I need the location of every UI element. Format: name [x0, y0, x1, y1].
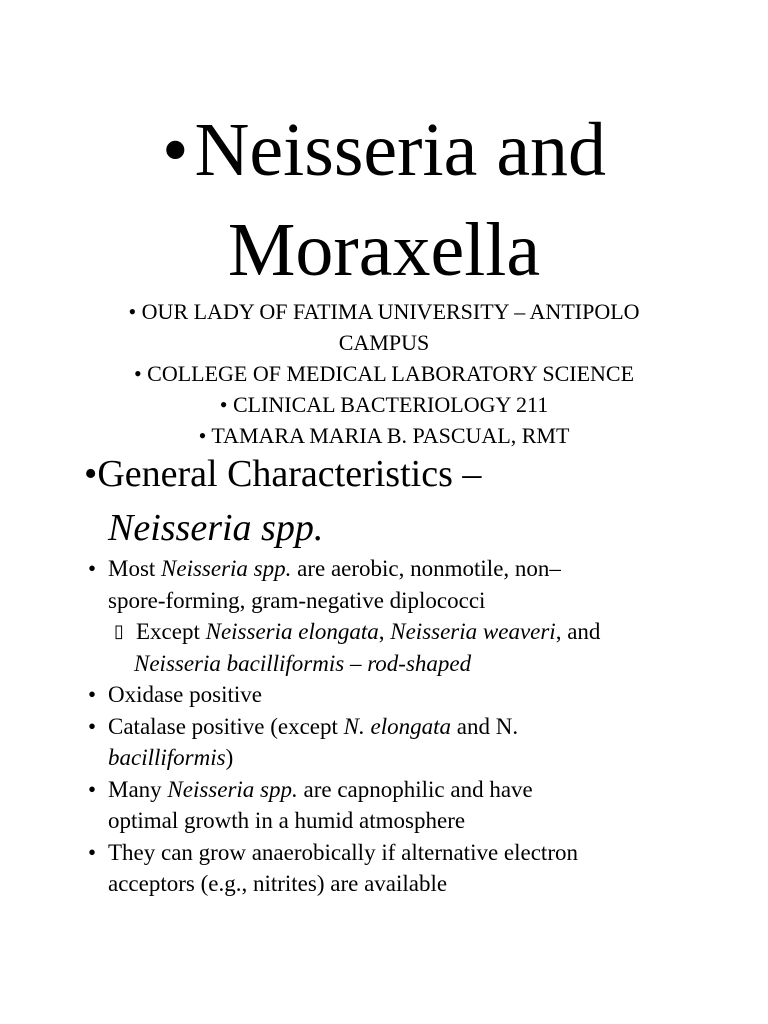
- title-text-1: Neisseria and: [194, 108, 607, 192]
- title-line-2: Moraxella: [227, 208, 541, 292]
- section-bullet: •: [84, 453, 98, 495]
- list-item: [88, 774, 728, 837]
- text: optimal growth in a humid atmosphere: [108, 808, 466, 833]
- info-bullet: •: [219, 392, 228, 417]
- bullet-dot: •: [88, 682, 97, 707]
- info-instructor-text: TAMARA MARIA B. PASCUAL, RMT: [211, 423, 570, 448]
- course-info: [60, 296, 708, 451]
- text: ,: [378, 619, 391, 644]
- info-course: [60, 389, 708, 420]
- info-college-text: COLLEGE OF MEDICAL LABORATORY SCIENCE: [147, 361, 635, 386]
- italic-text: Neisseria elongata: [205, 619, 379, 644]
- italic-text: Neisseria weaveri: [390, 619, 556, 644]
- text: Except: [136, 619, 206, 644]
- bullet-dot: •: [88, 556, 97, 581]
- text: and N.: [451, 713, 519, 739]
- info-university-text: OUR LADY OF FATIMA UNIVERSITY – ANTIPOLO: [141, 299, 640, 324]
- text: spore-forming, gram-negative diplococci: [108, 587, 486, 613]
- page-title: [0, 100, 768, 300]
- text: , and: [555, 619, 601, 644]
- bullet-dot: •: [88, 776, 97, 802]
- title-line-1: [0, 100, 768, 200]
- text: are capnophilic and have: [297, 776, 533, 802]
- italic-text: Neisseria bacilliformis – rod-shaped: [134, 650, 472, 676]
- text: Most: [108, 556, 162, 581]
- text: ): [225, 745, 234, 770]
- list-item: [88, 711, 728, 774]
- italic-text: N. elongata: [343, 713, 452, 739]
- info-college: [60, 358, 708, 389]
- text: acceptors (e.g., nitrites) are available: [108, 871, 448, 896]
- italic-text: bacilliformis: [108, 745, 226, 770]
- sub-list-item-cont: [134, 648, 728, 680]
- info-university-cont: CAMPUS: [338, 330, 430, 355]
- sub-bullet-icon: ▯: [114, 621, 124, 642]
- text: Catalase positive (except: [108, 713, 344, 739]
- info-bullet: •: [198, 423, 207, 448]
- section-heading-line: [84, 447, 734, 501]
- bullet-dot: •: [88, 839, 97, 865]
- sub-list-item: [88, 616, 728, 679]
- info-course-text: CLINICAL BACTERIOLOGY 211: [232, 392, 549, 417]
- section-heading-text: General Characteristics –: [97, 453, 482, 495]
- info-bullet: •: [128, 299, 137, 324]
- text: Many: [108, 776, 168, 802]
- text: They can grow anaerobically if alternative electron: [108, 839, 578, 865]
- info-university: [60, 296, 708, 327]
- title-bullet: •: [161, 108, 189, 192]
- italic-text: Neisseria spp.: [161, 556, 292, 581]
- section-heading: [84, 447, 734, 555]
- list-item: [88, 553, 728, 616]
- characteristics-list: [88, 553, 728, 900]
- list-item: [88, 679, 728, 711]
- text: are aerobic, nonmotile, non–: [291, 556, 561, 581]
- italic-text: Neisseria spp.: [167, 776, 298, 802]
- list-item: [88, 837, 728, 900]
- bullet-dot: •: [88, 713, 97, 739]
- text: Oxidase positive: [108, 682, 262, 707]
- section-heading-sub: Neisseria spp.: [108, 507, 324, 549]
- info-bullet: •: [133, 361, 142, 386]
